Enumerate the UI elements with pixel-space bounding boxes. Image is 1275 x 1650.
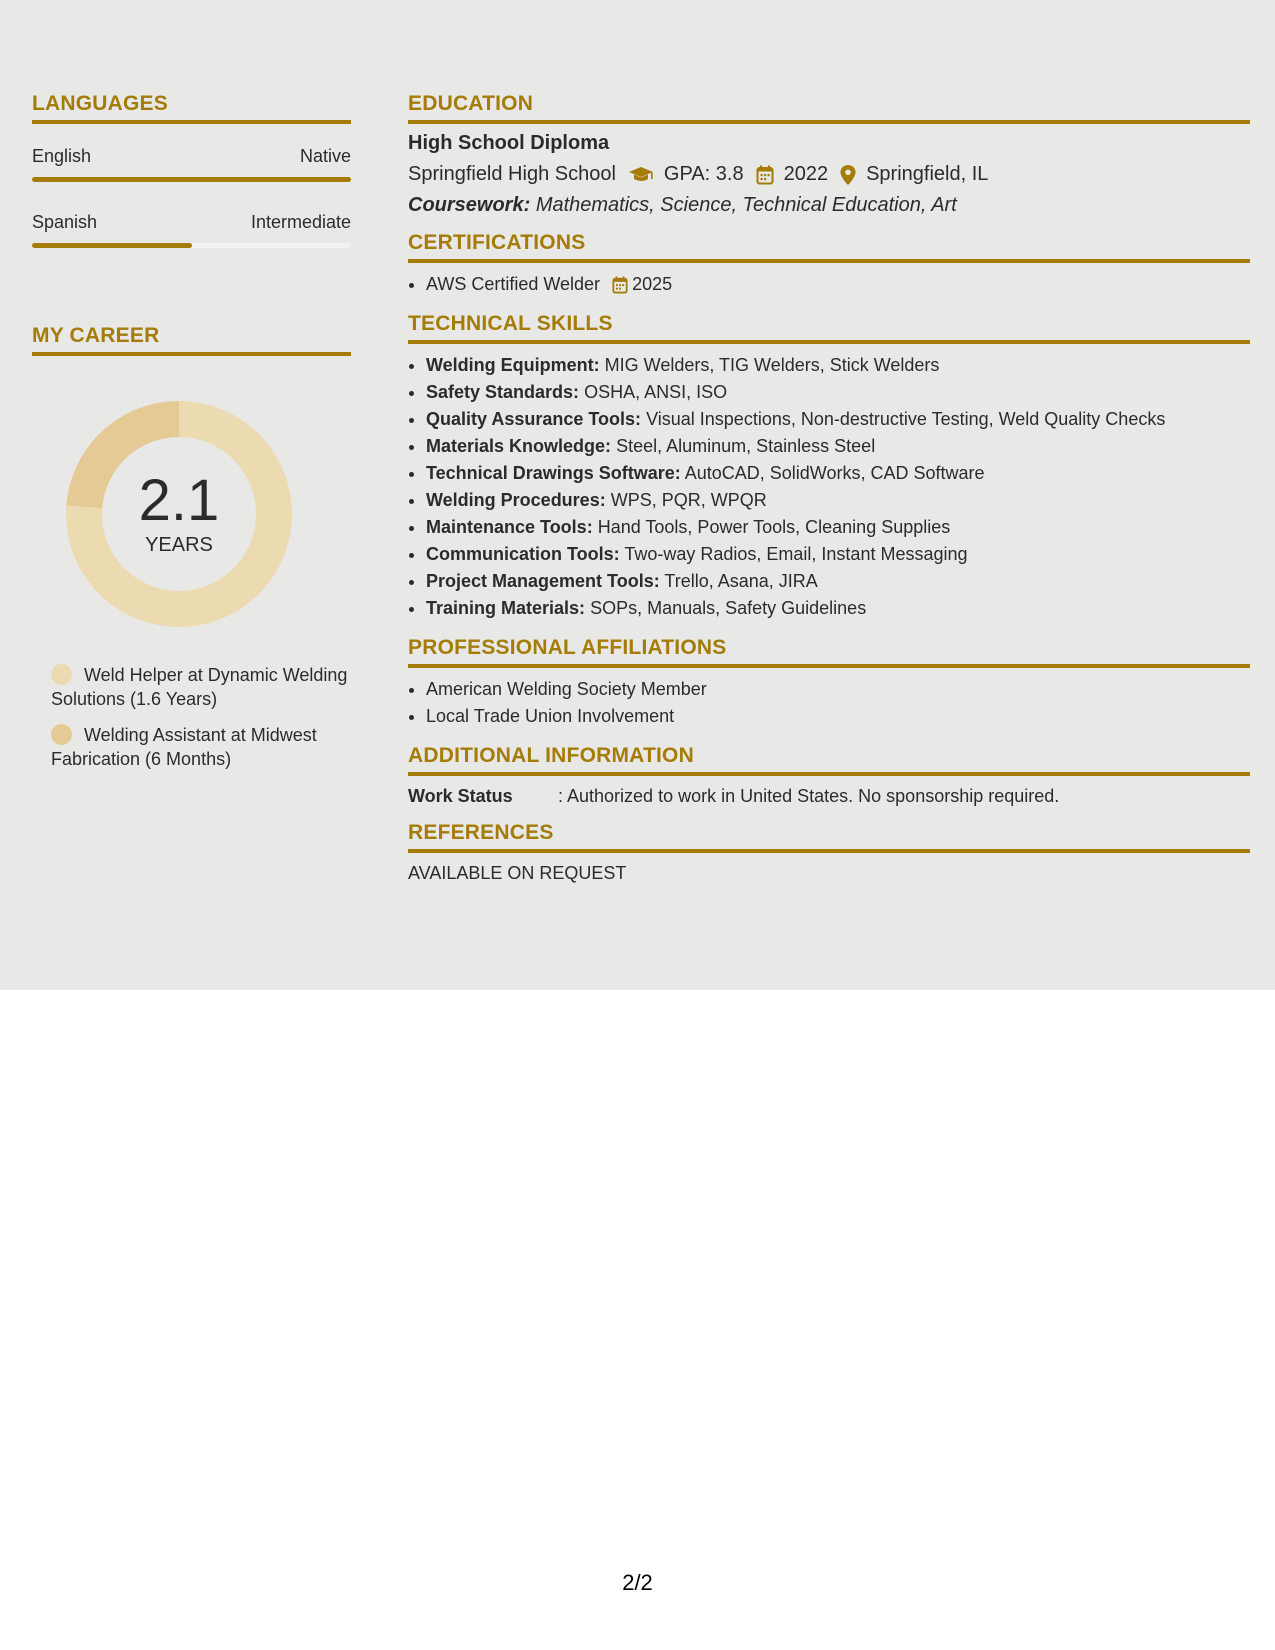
work-status-label: Work Status xyxy=(408,786,513,806)
additional-info-section xyxy=(408,744,1250,807)
skill-label: Welding Procedures: xyxy=(426,490,606,510)
skill-label: Safety Standards: xyxy=(426,382,580,402)
language-name: English xyxy=(32,146,92,166)
skill-label: Training Materials: xyxy=(426,598,586,618)
technical-skills-section xyxy=(408,312,1250,622)
skill-label: Project Management Tools: xyxy=(426,571,660,591)
skill-value: OSHA, ANSI, ISO xyxy=(584,382,728,402)
graduation-cap-icon xyxy=(628,166,654,184)
languages-title: LANGUAGES xyxy=(32,92,351,124)
education-gpa: GPA: 3.8 xyxy=(663,163,744,185)
education-title: EDUCATION xyxy=(408,92,1250,124)
list-item xyxy=(426,406,1250,433)
additional-info-title: ADDITIONAL INFORMATION xyxy=(408,744,1250,776)
skill-label: Quality Assurance Tools: xyxy=(426,409,642,429)
language-level: Native xyxy=(299,146,351,166)
list-item xyxy=(426,460,1250,487)
affiliations-title: PROFESSIONAL AFFILIATIONS xyxy=(408,636,1250,668)
education-section xyxy=(408,92,1250,217)
list-item xyxy=(426,541,1250,568)
legend-label: Weld Helper at Dynamic Welding Solutions (1.6 Years) xyxy=(51,665,348,709)
education-degree: High School Diploma xyxy=(408,132,610,154)
list-item xyxy=(426,514,1250,541)
career-legend xyxy=(51,663,351,771)
language-proficiency-fill xyxy=(32,243,192,248)
language-spanish xyxy=(32,212,351,248)
language-name: Spanish xyxy=(32,212,98,232)
references-title: REFERENCES xyxy=(408,821,1250,853)
affiliations-section xyxy=(408,636,1250,730)
skill-value: WPS, PQR, WPQR xyxy=(610,490,767,510)
page-number: 2/2 xyxy=(622,1570,653,1595)
career-title: MY CAREER xyxy=(32,324,351,356)
references-text: AVAILABLE ON REQUEST xyxy=(408,863,627,883)
coursework-value: Mathematics, Science, Technical Education, Art xyxy=(535,194,957,216)
list-item xyxy=(426,379,1250,406)
right-column xyxy=(408,92,1250,898)
list-item: • American Welding Society Member xyxy=(426,676,1250,703)
certifications-section xyxy=(408,231,1250,298)
list-item xyxy=(426,271,1250,298)
list-item xyxy=(426,352,1250,379)
education-location: Springfield, IL xyxy=(866,163,989,185)
work-status-row xyxy=(408,786,1250,807)
map-pin-icon xyxy=(840,165,856,185)
language-english xyxy=(32,146,351,182)
skill-label: Materials Knowledge: xyxy=(426,436,612,456)
education-year: 2022 xyxy=(783,163,829,185)
skill-value: Hand Tools, Power Tools, Cleaning Supplies xyxy=(597,517,951,537)
education-coursework xyxy=(408,194,1250,217)
language-level: Intermediate xyxy=(250,212,351,232)
skills-list xyxy=(408,352,1250,622)
language-proficiency-bar xyxy=(32,243,351,248)
skill-value: AutoCAD, SolidWorks, CAD Software xyxy=(684,463,985,483)
left-column xyxy=(32,92,351,783)
skill-label: Technical Drawings Software: xyxy=(426,463,681,483)
calendar-icon xyxy=(756,165,774,185)
certifications-list xyxy=(408,271,1250,298)
career-total-value: 2.1 xyxy=(138,467,220,533)
skill-value: MIG Welders, TIG Welders, Stick Welders xyxy=(604,355,940,375)
list-item xyxy=(426,595,1250,622)
donut-center xyxy=(66,401,292,627)
skill-label: Communication Tools: xyxy=(426,544,620,564)
skill-value: Two-way Radios, Email, Instant Messaging xyxy=(624,544,968,564)
affiliations-list xyxy=(408,676,1250,730)
skill-value: Steel, Aluminum, Stainless Steel xyxy=(616,436,876,456)
career-total-unit: YEARS xyxy=(145,533,213,556)
certifications-title: CERTIFICATIONS xyxy=(408,231,1250,263)
certification-year: 2025 xyxy=(632,274,673,294)
legend-item xyxy=(51,663,351,711)
coursework-label: Coursework: xyxy=(408,194,531,216)
references-section xyxy=(408,821,1250,884)
language-proficiency-fill xyxy=(32,177,351,182)
education-details xyxy=(408,163,1250,186)
skill-value: Visual Inspections, Non-destructive Testing, Weld Quality Checks xyxy=(646,409,1166,429)
education-school: Springfield High School xyxy=(408,163,616,185)
legend-dot xyxy=(51,664,72,685)
legend-item xyxy=(51,723,351,771)
career-donut-chart xyxy=(66,401,292,627)
list-item xyxy=(426,568,1250,595)
list-item: • Local Trade Union Involvement xyxy=(426,703,1250,730)
skill-label: Maintenance Tools: xyxy=(426,517,593,537)
list-item xyxy=(426,433,1250,460)
legend-dot xyxy=(51,724,72,745)
language-proficiency-bar xyxy=(32,177,351,182)
legend-label: Welding Assistant at Midwest Fabrication (6 Months) xyxy=(51,725,317,769)
certification-name: • AWS Certified Welder xyxy=(426,274,601,294)
technical-skills-title: TECHNICAL SKILLS xyxy=(408,312,1250,344)
skill-value: Trello, Asana, JIRA xyxy=(664,571,818,591)
skill-value: SOPs, Manuals, Safety Guidelines xyxy=(590,598,867,618)
work-status-value: : Authorized to work in United States. No sponsorship required. xyxy=(558,786,1060,806)
skill-label: Welding Equipment: xyxy=(426,355,600,375)
calendar-icon xyxy=(612,276,628,294)
list-item xyxy=(426,487,1250,514)
